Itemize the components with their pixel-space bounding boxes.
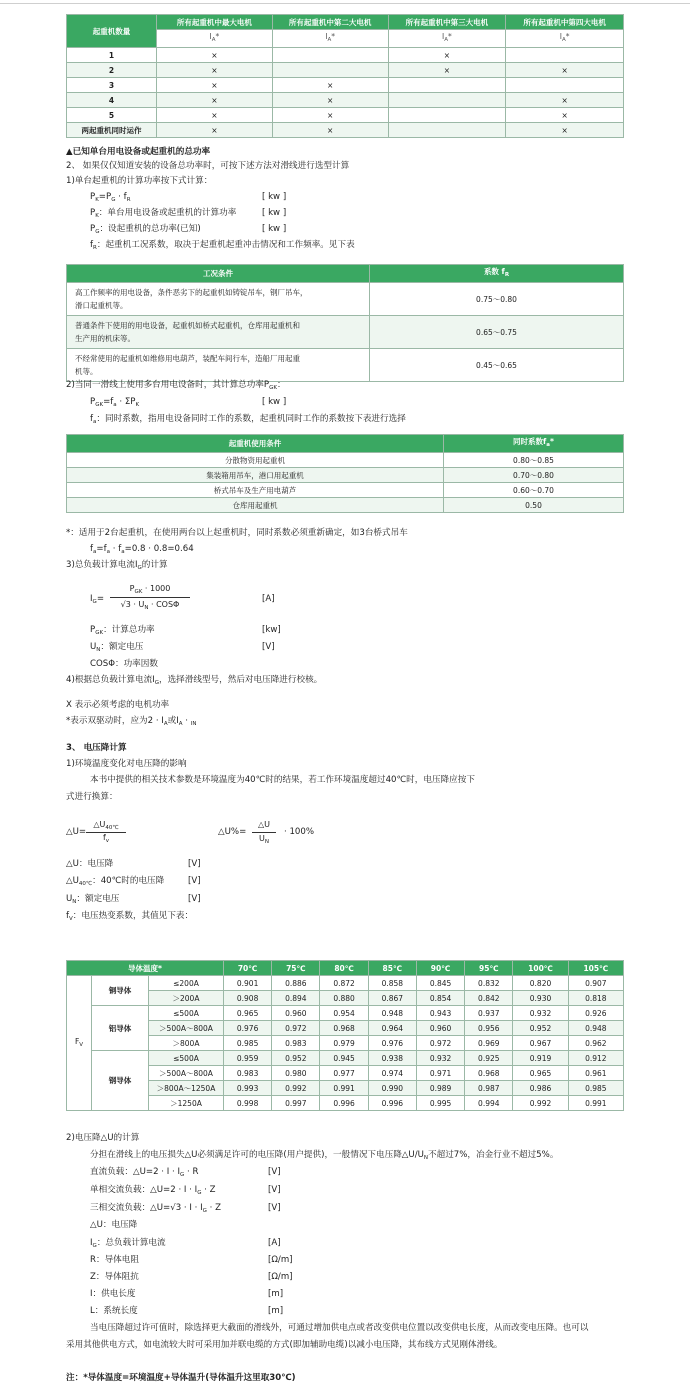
table-cell: 0.985 — [224, 1036, 272, 1051]
table-cell: × — [506, 123, 624, 138]
table-cell: × — [272, 93, 388, 108]
table-cell: 0.50 — [444, 498, 624, 513]
table-cell: 3 — [67, 78, 157, 93]
definition: △U：电压降 — [90, 1220, 138, 1230]
definition: R：导体电阻 — [90, 1255, 139, 1265]
table-cell: 0.996 — [320, 1096, 368, 1111]
table-cell — [506, 48, 624, 63]
table-cell: 0.989 — [416, 1081, 464, 1096]
section-line: 4)根据总负载计算电流$I_G$，选择滑线型号，然后对电压降进行校核。 — [66, 675, 323, 686]
table-cell: 0.983 — [272, 1036, 320, 1051]
table-row — [67, 1066, 624, 1081]
table-row — [67, 349, 624, 382]
cell-line: 高工作频率的用电设备，条件恶劣下的起重机如铸锭吊车，钢厂吊车， — [75, 288, 308, 297]
table-cell: 0.969 — [465, 1036, 513, 1051]
table-cell: ＞500A～800A — [149, 1021, 224, 1036]
table-cell: 桥式吊车及生产用电葫芦 — [67, 483, 444, 498]
table-cell: 1 — [67, 48, 157, 63]
table-cell: 0.820 — [513, 976, 568, 991]
table-row — [67, 483, 624, 498]
formula-numerator: $P_{GK} \cdot 1000$ — [129, 584, 171, 595]
table-cell: 0.938 — [368, 1051, 416, 1066]
cell-line: 机等。 — [75, 367, 98, 376]
table-cell: 0.908 — [224, 991, 272, 1006]
table-cell: 0.971 — [416, 1066, 464, 1081]
note-line: X 表示必须考虑的电机功率 — [66, 700, 170, 710]
th: 95℃ — [465, 961, 513, 976]
table-cell: × — [157, 78, 273, 93]
table-cell: 集装箱用吊车，港口用起重机 — [67, 468, 444, 483]
fraction-bar — [110, 597, 190, 598]
table-cell: × — [272, 108, 388, 123]
table-cell: 分散物资用起重机 — [67, 453, 444, 468]
formula: 直流负载：△U=2 · $I \cdot I_G \cdot R$ — [90, 1167, 199, 1178]
table-cell: 0.991 — [568, 1096, 623, 1111]
unit: [V] — [188, 876, 201, 886]
table-row — [67, 468, 624, 483]
table-cell: 铜导体 — [92, 976, 149, 1006]
table-cell: 0.925 — [465, 1051, 513, 1066]
formula: $P_{GK}=f_a \cdot \Sigma P_K$ — [90, 397, 140, 408]
note-line: *表示双驱动时，应为$2 \cdot I_A$或$I_A \cdot _{IN}$ — [66, 716, 197, 727]
table-row — [67, 1096, 624, 1111]
definition: $U_N$：额定电压 — [90, 642, 144, 653]
section-line: 2、 如果仅仅知道安装的设备总功率时，可按下述方法对滑线进行选型计算 — [66, 161, 350, 171]
formula-numerator: △U — [257, 820, 270, 829]
table-cell: 0.886 — [272, 976, 320, 991]
table-cell: 0.945 — [320, 1051, 368, 1066]
table-cell: ＞1250A — [149, 1096, 224, 1111]
table-row — [67, 1036, 624, 1051]
table-cell: ＞800A — [149, 1036, 224, 1051]
table-cell: 0.858 — [368, 976, 416, 991]
table-cell: × — [157, 123, 273, 138]
table-cell — [272, 63, 388, 78]
table-cell: 0.972 — [272, 1021, 320, 1036]
table-cell: 0.818 — [568, 991, 623, 1006]
table-cell: × — [506, 63, 624, 78]
table-cell: 0.959 — [224, 1051, 272, 1066]
table-cell: × — [272, 78, 388, 93]
table-cell: 仓库用起重机 — [67, 498, 444, 513]
formula-lhs: $I_G=$ — [90, 594, 105, 605]
table-cell: 0.968 — [465, 1066, 513, 1081]
table-cell: 4 — [67, 93, 157, 108]
table-row — [67, 108, 624, 123]
table-cell: 铝导体 — [92, 1006, 149, 1051]
table-cell — [388, 93, 506, 108]
table-cell: 0.960 — [416, 1021, 464, 1036]
unit: [ kw ] — [262, 208, 287, 218]
table-cell: 0.991 — [320, 1081, 368, 1096]
table-cell: 0.932 — [416, 1051, 464, 1066]
table-cell: 0.60～0.70 — [444, 483, 624, 498]
table-cell: 0.974 — [368, 1066, 416, 1081]
th: 所有起重机中第二大电机 — [272, 15, 388, 30]
table-cell — [67, 316, 370, 349]
table-cell: 0.996 — [368, 1096, 416, 1111]
table-cell: 0.977 — [320, 1066, 368, 1081]
table-cell: 0.919 — [513, 1051, 568, 1066]
table-cell: 0.965 — [224, 1006, 272, 1021]
section-line: 3)总负载计算电流$I_G$的计算 — [66, 560, 168, 571]
definition: △U：电压降 — [66, 859, 114, 869]
table-cell — [388, 78, 506, 93]
table-cell: 0.894 — [272, 991, 320, 1006]
table-cell: 0.948 — [368, 1006, 416, 1021]
th: 100℃ — [513, 961, 568, 976]
th-sub: $I_A*$ — [272, 30, 388, 48]
table-row — [67, 63, 624, 78]
table-cell: ＞800A～1250A — [149, 1081, 224, 1096]
definition: $U_N$：额定电压 — [66, 894, 120, 905]
table-cell: ≤500A — [149, 1006, 224, 1021]
table-row — [67, 283, 624, 316]
table-cell: × — [157, 48, 273, 63]
table-cell: 0.987 — [465, 1081, 513, 1096]
formula-numerator: $\triangle U_{40℃}$ — [93, 820, 119, 831]
table-cell: 0.901 — [224, 976, 272, 991]
table-cell: 0.962 — [568, 1036, 623, 1051]
th: 所有起重机中最大电机 — [157, 15, 273, 30]
table-row — [67, 976, 624, 991]
paragraph: 当电压降超过许可值时，除选择更大截面的滑线外，可通过增加供电点或者改变供电位置以改变供电长度，从而改变电压降。也可以 — [90, 1323, 589, 1333]
unit: [A] — [268, 1238, 281, 1248]
unit: [V] — [188, 859, 201, 869]
th: 105℃ — [568, 961, 623, 976]
cell-line: 普通条件下使用的用电设备，起重机如桥式起重机，仓库用起重机和 — [75, 321, 300, 330]
paragraph: 分担在滑线上的电压损失△U必须满足许可的电压降(用户提供)，一般情况下电压降$\triangle U/U_N$不超过7%，冶金行业不超过5%。 — [90, 1150, 559, 1161]
table-cell: 0.976 — [368, 1036, 416, 1051]
table-cell: × — [157, 93, 273, 108]
table-cell: × — [506, 108, 624, 123]
unit: [Ω/m] — [268, 1255, 293, 1265]
table-cell: 0.45～0.65 — [370, 349, 624, 382]
table-row — [67, 453, 624, 468]
table-cell: 0.926 — [568, 1006, 623, 1021]
paragraph: 本书中提供的相关技术参数是环境温度为40℃时的结果，若工作环境温度超过40℃时，电压降应按下 — [90, 775, 475, 785]
table-cell: × — [388, 63, 506, 78]
formula-lhs: △U%= — [218, 827, 247, 837]
table-cell: 0.965 — [513, 1066, 568, 1081]
table-cell: 5 — [67, 108, 157, 123]
th-sub: $I_A*$ — [388, 30, 506, 48]
table-cell: 0.65～0.75 — [370, 316, 624, 349]
table-cell: 0.964 — [368, 1021, 416, 1036]
section-title: 3、 电压降计算 — [66, 743, 127, 753]
table-row — [67, 1006, 624, 1021]
table-cell: × — [506, 93, 624, 108]
unit: [Ω/m] — [268, 1272, 293, 1282]
th: 起重机数量 — [67, 15, 157, 48]
footnote: 注：*导体温度=环境温度+导体温升(导体温升这里取30℃) — [66, 1373, 296, 1383]
table-cell: 0.968 — [320, 1021, 368, 1036]
table-cell: 0.997 — [272, 1096, 320, 1111]
fv-label: $F_V$ — [67, 976, 92, 1111]
table-row — [67, 123, 624, 138]
cell-line: 滑口起重机等。 — [75, 301, 128, 310]
table-cell: × — [157, 63, 273, 78]
definition: $I_G$：总负载计算电流 — [90, 1238, 166, 1249]
definition: $f_a$：同时系数，指用电设备同时工作的系数，起重机同时工作的系数按下表进行选择 — [90, 414, 406, 425]
table-cell: 0.845 — [416, 976, 464, 991]
table-cell: 0.961 — [568, 1066, 623, 1081]
th: 所有起重机中第四大电机 — [506, 15, 624, 30]
table-cell: 0.995 — [416, 1096, 464, 1111]
paragraph: 式进行换算： — [66, 792, 118, 802]
table-cell: 0.985 — [568, 1081, 623, 1096]
unit: [V] — [188, 894, 201, 904]
motor-count-table — [66, 14, 624, 138]
th: 90℃ — [416, 961, 464, 976]
table-cell: 2 — [67, 63, 157, 78]
formula-rhs: · 100% — [284, 827, 315, 837]
formula: $P_K=P_G \cdot f_R$ — [90, 192, 131, 203]
definition: $P_G$：设起重机的总功率(已知) — [90, 224, 201, 235]
definition: I：供电长度 — [90, 1289, 136, 1299]
note-line: *：适用于2台起重机，在使用两台以上起重机时，同时系数必须重新确定，如3台桥式吊车 — [66, 528, 408, 538]
fraction-bar — [252, 832, 276, 833]
section-line: ▲已知单台用电设备或起重机的总功率 — [66, 147, 211, 157]
th: 工况条件 — [67, 265, 370, 283]
th: 所有起重机中第三大电机 — [388, 15, 506, 30]
table-cell: 0.986 — [513, 1081, 568, 1096]
table-cell — [388, 123, 506, 138]
formula-denominator: $U_N$ — [259, 834, 269, 845]
section-line: 2)电压降△U的计算 — [66, 1133, 140, 1143]
table-row — [67, 78, 624, 93]
table-cell — [506, 78, 624, 93]
th-sub: $I_A*$ — [506, 30, 624, 48]
table-cell: 0.976 — [224, 1021, 272, 1036]
table-cell: ＞500A～800A — [149, 1066, 224, 1081]
table-cell — [67, 349, 370, 382]
table-row — [67, 1051, 624, 1066]
top-divider — [0, 3, 690, 4]
th: 起重机使用条件 — [67, 435, 444, 453]
table-cell: 0.994 — [465, 1096, 513, 1111]
table-cell: 0.954 — [320, 1006, 368, 1021]
table-cell: 0.993 — [224, 1081, 272, 1096]
table-cell: 0.832 — [465, 976, 513, 991]
th: 75℃ — [272, 961, 320, 976]
formula: 三相交流负载：△U=√3 · $I \cdot I_G \cdot Z$ — [90, 1203, 222, 1214]
table-cell: 0.948 — [568, 1021, 623, 1036]
table-row — [67, 93, 624, 108]
formula-lhs: △U= — [66, 827, 87, 837]
th: 系数 $f_R$ — [370, 265, 624, 283]
table-cell: 0.998 — [224, 1096, 272, 1111]
th: 80℃ — [320, 961, 368, 976]
table-cell: 0.937 — [465, 1006, 513, 1021]
th-sub: $I_A*$ — [157, 30, 273, 48]
table-cell — [388, 108, 506, 123]
section-line: 1)环境温度变化对电压降的影响 — [66, 759, 187, 769]
table-cell: 两起重机同时运作 — [67, 123, 157, 138]
table-cell: 0.979 — [320, 1036, 368, 1051]
table-cell: 0.956 — [465, 1021, 513, 1036]
section-line: 2)当同一滑线上使用多台用电设备时，其计算总功率$P_{GK}$： — [66, 380, 286, 391]
section-line: 1)单台起重机的计算功率按下式计算： — [66, 176, 213, 186]
table-cell: 0.952 — [272, 1051, 320, 1066]
table-cell — [272, 48, 388, 63]
table-cell: 0.980 — [272, 1066, 320, 1081]
definition: $f_V$：电压热变系数，其值见下表： — [66, 911, 194, 922]
table-cell: 0.992 — [513, 1096, 568, 1111]
table-row — [67, 316, 624, 349]
th: 同时系数$f_a*$ — [444, 435, 624, 453]
table-cell: 0.932 — [513, 1006, 568, 1021]
unit: [m] — [268, 1289, 284, 1299]
table-cell — [67, 283, 370, 316]
thermal-factor-table — [66, 960, 624, 1111]
table-cell: 0.912 — [568, 1051, 623, 1066]
table-cell: ≤500A — [149, 1051, 224, 1066]
table-row — [67, 1021, 624, 1036]
table-cell: 0.70～0.80 — [444, 468, 624, 483]
definition: $P_{GK}$：计算总功率 — [90, 625, 155, 636]
table-cell: 0.854 — [416, 991, 464, 1006]
table-cell: ＞200A — [149, 991, 224, 1006]
th: 导体温度* — [67, 961, 224, 976]
duty-factor-table — [66, 264, 624, 382]
table-cell: 0.972 — [416, 1036, 464, 1051]
formula-denominator: $√3 \cdot U_N \cdot COS\Phi$ — [120, 600, 180, 611]
table-row — [67, 1081, 624, 1096]
table-cell: × — [272, 123, 388, 138]
unit: [ kw ] — [262, 397, 287, 407]
table-cell: 0.983 — [224, 1066, 272, 1081]
table-row — [67, 991, 624, 1006]
cell-line: 生产用的机床等。 — [75, 334, 135, 343]
definition: COSΦ：功率因数 — [90, 659, 158, 669]
table-cell: × — [388, 48, 506, 63]
simultaneity-table — [66, 434, 624, 513]
paragraph: 采用其他供电方式，如电流较大时可采用加并联电缆的方式(即加辅助电缆)以减小电压降，其布线方式见刚体滑线。 — [66, 1340, 503, 1350]
table-cell: 0.992 — [272, 1081, 320, 1096]
th: 85℃ — [368, 961, 416, 976]
definition: $P_K$：单台用电设备或起重机的计算功率 — [90, 208, 237, 219]
table-cell: × — [157, 108, 273, 123]
definition: L：系统长度 — [90, 1306, 138, 1316]
cell-line: 不经常使用的起重机如维修用电葫芦，装配车间行车，造船厂用起重 — [75, 354, 300, 363]
formula: 单相交流负载：△U=2 · $I \cdot I_G \cdot Z$ — [90, 1185, 216, 1196]
unit: [V] — [268, 1185, 281, 1195]
unit: [m] — [268, 1306, 284, 1316]
table-cell: 0.952 — [513, 1021, 568, 1036]
table-cell: 0.967 — [513, 1036, 568, 1051]
formula-denominator: $f_v$ — [102, 833, 110, 844]
unit: [ kw ] — [262, 224, 287, 234]
table-cell: 0.75～0.80 — [370, 283, 624, 316]
th: 70℃ — [224, 961, 272, 976]
table-cell: 0.80～0.85 — [444, 453, 624, 468]
table-cell: ≤200A — [149, 976, 224, 991]
table-cell: 0.872 — [320, 976, 368, 991]
definition: $\triangle U_{40℃}$：40℃时的电压降 — [66, 876, 165, 887]
unit: [V] — [268, 1203, 281, 1213]
table-cell: 0.907 — [568, 976, 623, 991]
unit: [V] — [268, 1167, 281, 1177]
table-row — [67, 498, 624, 513]
unit: [A] — [262, 594, 275, 604]
table-row — [67, 48, 624, 63]
table-cell: 0.943 — [416, 1006, 464, 1021]
unit: [kw] — [262, 625, 281, 635]
table-cell: 0.930 — [513, 991, 568, 1006]
table-cell: 0.867 — [368, 991, 416, 1006]
definition: Z：导体阻抗 — [90, 1272, 139, 1282]
table-cell: 0.880 — [320, 991, 368, 1006]
unit: [V] — [262, 642, 275, 652]
table-cell: 0.990 — [368, 1081, 416, 1096]
table-cell: 钢导体 — [92, 1051, 149, 1111]
table-cell: 0.842 — [465, 991, 513, 1006]
definition: $f_R$：起重机工况系数，取决于起重机起重冲击情况和工作频率。见下表 — [90, 240, 355, 251]
formula: $f_a=f_a \cdot f_a=0.8 \cdot 0.8=0.64$ — [90, 544, 194, 555]
unit: [ kw ] — [262, 192, 287, 202]
table-cell: 0.960 — [272, 1006, 320, 1021]
